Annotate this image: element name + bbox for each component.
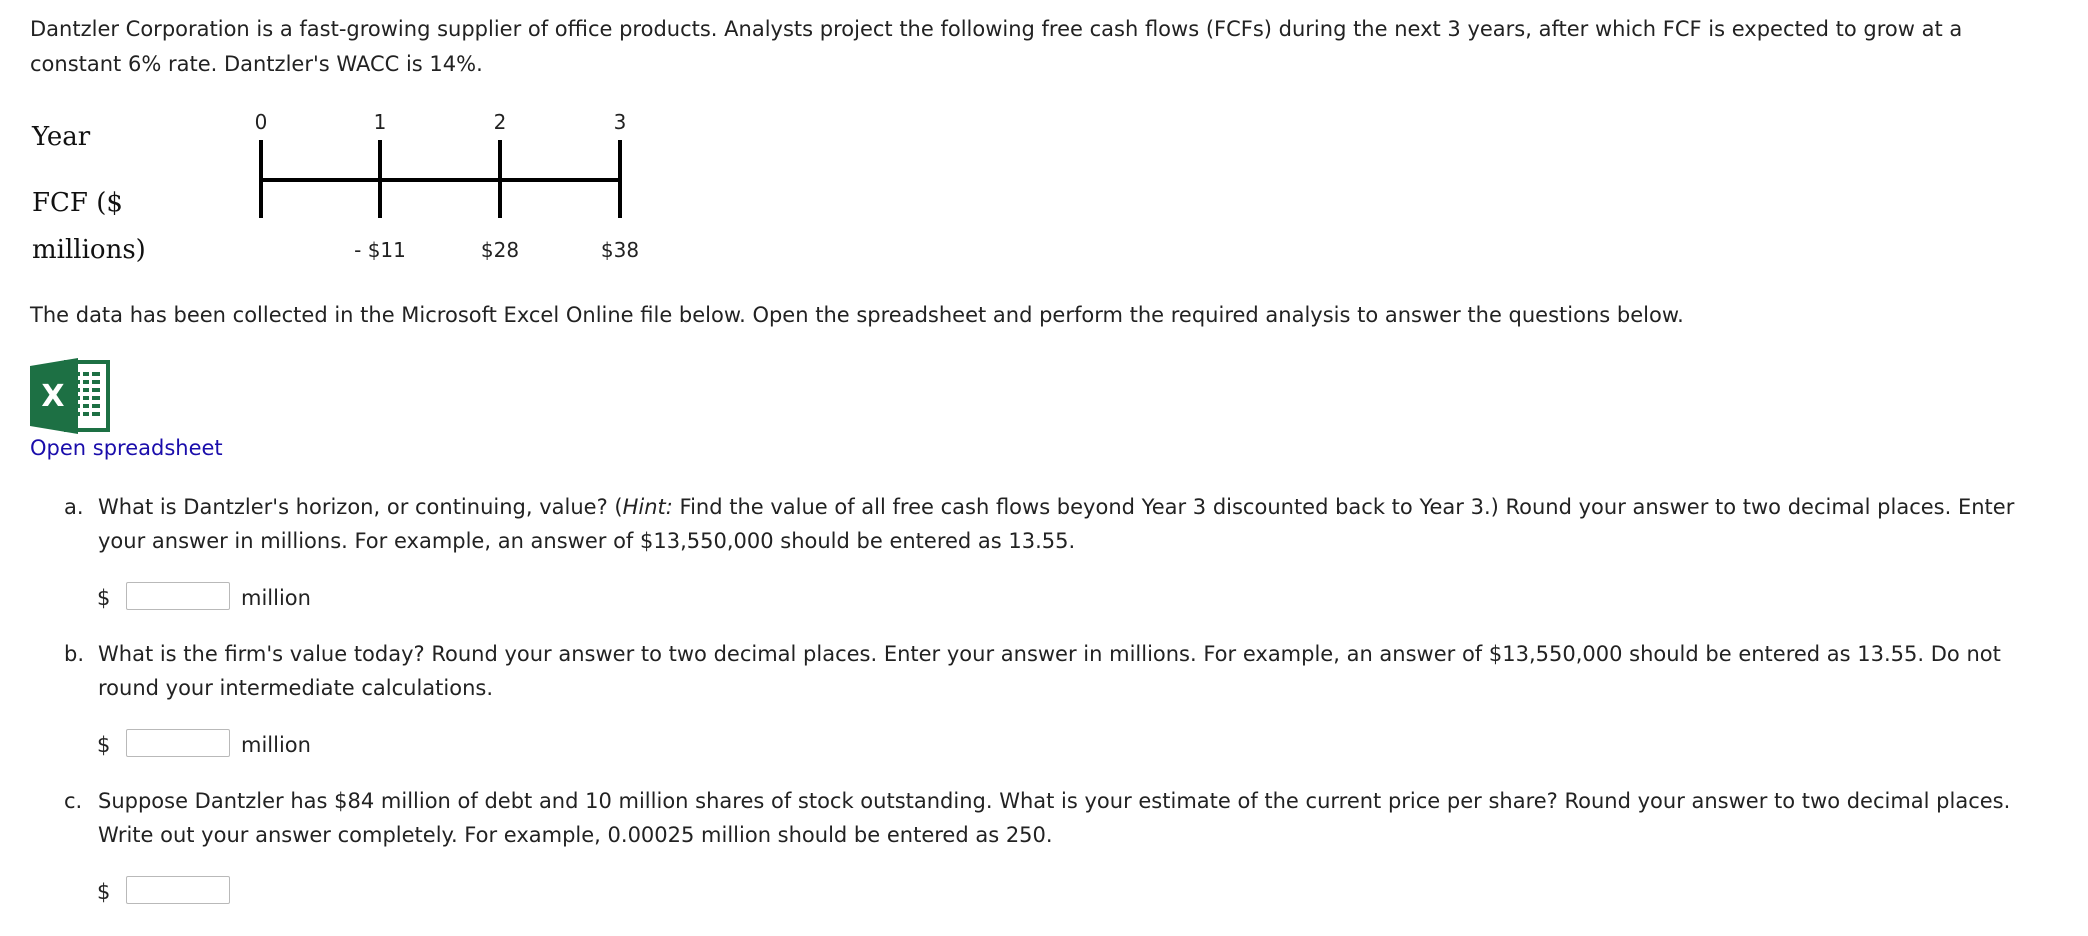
- answer-b-currency: $: [97, 733, 111, 757]
- answer-b-unit: million: [241, 733, 311, 757]
- question-c-letter: c.: [64, 789, 83, 813]
- excel-icon[interactable]: [30, 358, 112, 434]
- year-label: Year: [32, 122, 91, 152]
- problem-intro: Dantzler Corporation is a fast-growing supplier of office products. Analysts project the following free cash flows (FCFs) during the next 3 years, after which FCF is expected to grow at a constant 6% rate. Dantzler's WACC is 14%.: [30, 17, 1963, 76]
- question-a-text-end: Find the value of all free cash flows beyond Year 3 discounted back to Year 3.) Round your answer to two decimal places. Enter your answer in millions. For example, an answer of $13,550,000 should be entered as 13.55.: [98, 495, 2015, 553]
- question-b-letter: b.: [64, 642, 85, 666]
- timeline-year-1: 1: [373, 110, 387, 134]
- question-a-letter: a.: [64, 495, 84, 519]
- question-c: [64, 784, 2054, 852]
- excel-icon-letter: X: [41, 379, 65, 414]
- answer-a-input[interactable]: [126, 582, 230, 610]
- question-c-text: Suppose Dantzler has $84 million of debt and 10 million shares of stock outstanding. What is your estimate of the current price per share? Round your answer to two decimal places. Write out your answer completely. For example, 0.00025 million should be entered as 250.: [98, 789, 2011, 847]
- answer-a-currency: $: [97, 586, 111, 610]
- question-a-text-start: What is Dantzler's horizon, or continuing, value? (: [98, 495, 623, 519]
- timeline-year-0: 0: [254, 110, 268, 134]
- question-b-text: What is the firm's value today? Round your answer to two decimal places. Enter your answer in millions. For example, an answer of $13,550,000 should be entered as 13.55. Do not round your intermediate calculations.: [98, 642, 2001, 700]
- fcf-label: FCF ($: [32, 188, 123, 218]
- question-a: [64, 490, 2054, 558]
- question-a-hint: Hint:: [622, 495, 673, 519]
- excel-note: The data has been collected in the Microsoft Excel Online file below. Open the spreadsheet and perform the required analysis to answer the questions below.: [30, 303, 1684, 327]
- question-a-text: [98, 490, 2054, 558]
- answer-c-currency: $: [97, 880, 111, 904]
- fcf-label-units: millions): [32, 235, 146, 265]
- answer-b-input[interactable]: [126, 729, 230, 757]
- fcf-value-2: $28: [480, 238, 520, 262]
- open-spreadsheet-link[interactable]: Open spreadsheet: [30, 436, 223, 460]
- fcf-value-1: - $11: [354, 238, 406, 262]
- fcf-value-3: $38: [600, 238, 640, 262]
- question-b: [64, 637, 2054, 705]
- timeline-year-3: 3: [613, 110, 627, 134]
- answer-c-input[interactable]: [126, 876, 230, 904]
- timeline-year-2: 2: [493, 110, 507, 134]
- answer-a-unit: million: [241, 586, 311, 610]
